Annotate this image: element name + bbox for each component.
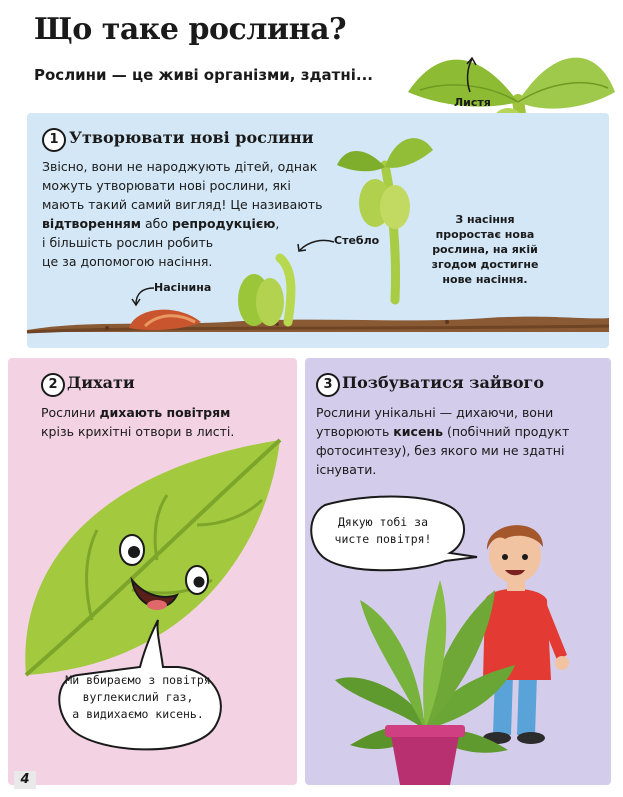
text-line: фотосинтезу), без якого ми не здатні [316,443,565,458]
page-title: Що таке рослина? [34,12,347,47]
text-line: Рослини дихають повітрям [41,405,231,420]
text-line: можуть утворювати нові рослини, які [42,178,291,193]
potted-plant-illustration [330,580,520,790]
text-line: Звісно, вони не народжують дітей, однак [42,159,318,174]
speech-text-boy: Дякую тобі за чисте повітря! [334,515,432,546]
section-number-3: 3 [316,373,340,397]
text-line: Рослини унікальні — дихаючи, вони [316,405,554,420]
section-waste-text [316,403,606,479]
arrow-icon [296,236,336,256]
page-number: 4 [14,771,36,789]
text-line: крізь крихітні отвори в листі. [41,424,235,439]
sprout-illustration [232,250,312,330]
soil-illustration [27,296,609,338]
section-number-1: 1 [42,128,66,152]
speech-text-leaf: Ми вбираємо з повітря вуглекислий газ, а видихаємо кисень. [65,673,211,721]
label-seed: Насінина [154,281,212,294]
text-line: мають такий самий вигляд! Це називають [42,197,323,212]
section-number-2: 2 [41,373,65,397]
label-stem: Стебло [334,234,380,247]
text-line: існувати. [316,462,377,477]
label-leaves: Листя [454,96,491,109]
section-heading-breathe: Дихати [67,373,135,392]
growth-caption: З насіння проростає нова рослина, на якій згодом достигне нове насіння. [431,213,539,286]
text-line: це за допомогою насіння. [42,254,213,269]
text-line: утворюють кисень (побічний продукт [316,424,570,439]
section-heading-waste: Позбуватися зайвого [342,373,545,392]
arrow-icon [462,56,482,96]
intro-text: Рослини — це живі організми, здатні... [34,66,373,84]
arrow-icon [132,284,156,306]
text-line: і більшість рослин робить [42,235,214,250]
text-line: відтворенням або репродукцією, [42,216,280,231]
section-heading-reproduce: Утворювати нові рослини [69,128,314,147]
seedling-illustration [335,125,435,305]
